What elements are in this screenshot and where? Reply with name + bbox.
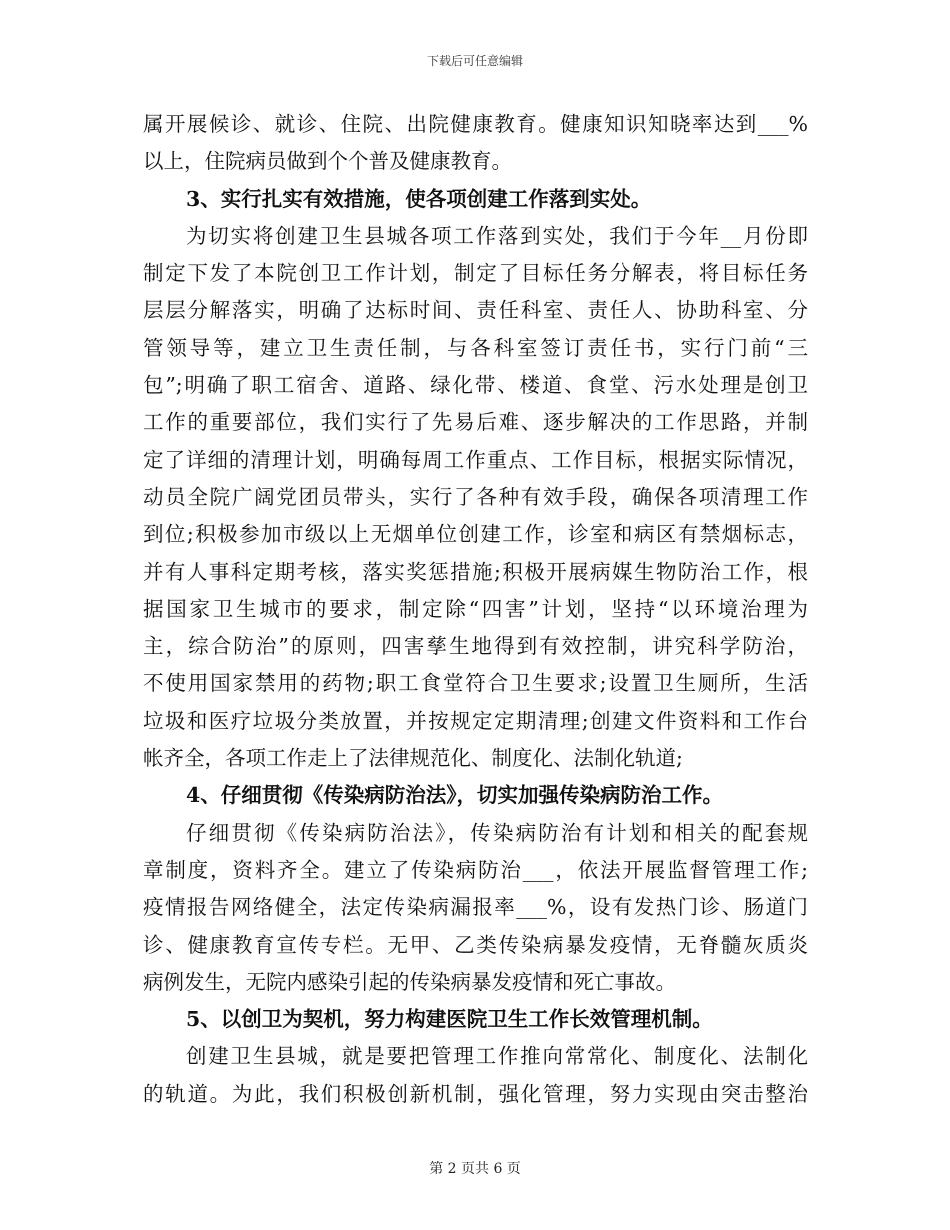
text-line: 动员全院广阔党团员带头，实行了各种有效手段，确保各项清理工作 [143, 484, 808, 509]
document-body [143, 106, 808, 1113]
text-line: 到位;积极参加市级以上无烟单位创建工作，诊室和病区有禁烟标志， [143, 522, 808, 547]
page-number-footer: 第 2 页共 6 页 [429, 1161, 521, 1177]
text-line: 仔细贯彻《传染病防治法》，传染病防治有计划和相关的配套规 [186, 820, 808, 845]
text-line: 病例发生，无院内感染引起的传染病暴发疫情和死亡事故。 [143, 969, 676, 994]
page-header: 下载后可任意编辑 [426, 54, 523, 68]
text-line: 制定下发了本院创卫工作计划，制定了目标任务分解表，将目标任务 [143, 261, 808, 286]
text-line: 据国家卫生城市的要求，制定除“四害”计划，坚持“以环境治理为 [143, 596, 808, 621]
text-line: 工作的重要部位，我们实行了先易后难、逐步解决的工作思路，并制 [143, 410, 808, 435]
text-line: 并有人事科定期考核，落实奖惩措施;积极开展病媒生物防治工作，根 [143, 559, 808, 584]
text-line: 层层分解落实，明确了达标时间、责任科室、责任人、协助科室、分 [143, 298, 808, 323]
section-heading: 5、以创卫为契机，努力构建医院卫生工作长效管理机制。 [186, 1007, 713, 1032]
text-line: 为切实将创建卫生县城各项工作落到实处，我们于今年__月份即 [186, 223, 808, 248]
text-line: 的轨道。为此，我们积极创新机制，强化管理，努力实现由突击整治 [143, 1081, 808, 1106]
text-line: 主，综合防治”的原则，四害孳生地得到有效控制，讲究科学防治， [143, 634, 808, 659]
text-line: 创建卫生县城，就是要把管理工作推向常常化、制度化、法制化 [186, 1044, 808, 1069]
text-line: 属开展候诊、就诊、住院、出院健康教育。健康知识知晓率达到___% [143, 112, 808, 136]
text-line: 不使用国家禁用的药物;职工食堂符合卫生要求;设置卫生厕所，生活 [143, 671, 808, 696]
text-line: 以上，住院病员做到个个普及健康教育。 [143, 149, 512, 174]
text-line: 章制度，资料齐全。建立了传染病防治___，依法开展监督管理工作; [143, 857, 808, 882]
section-heading: 4、仔细贯彻《传染病防治法》，切实加强传染病防治工作。 [186, 783, 724, 808]
text-line: 帐齐全，各项工作走上了法律规范化、制度化、法制化轨道; [143, 746, 683, 771]
text-line: 包”;明确了职工宿舍、道路、绿化带、楼道、食堂、污水处理是创卫 [143, 373, 808, 398]
text-line: 管领导等，建立卫生责任制，与各科室签订责任书，实行门前“三 [143, 335, 808, 360]
text-line: 疫情报告网络健全，法定传染病漏报率___%，设有发热门诊、肠道门 [143, 895, 808, 920]
section-heading: 3、实行扎实有效措施，使各项创建工作落到实处。 [186, 186, 652, 211]
text-line: 定了详细的清理计划，明确每周工作重点、工作目标，根据实际情况， [143, 447, 808, 472]
text-line: 垃圾和医疗垃圾分类放置，并按规定定期清理;创建文件资料和工作台 [143, 708, 808, 733]
text-line: 诊、健康教育宣传专栏。无甲、乙类传染病暴发疫情，无脊髓灰质炎 [143, 932, 808, 957]
